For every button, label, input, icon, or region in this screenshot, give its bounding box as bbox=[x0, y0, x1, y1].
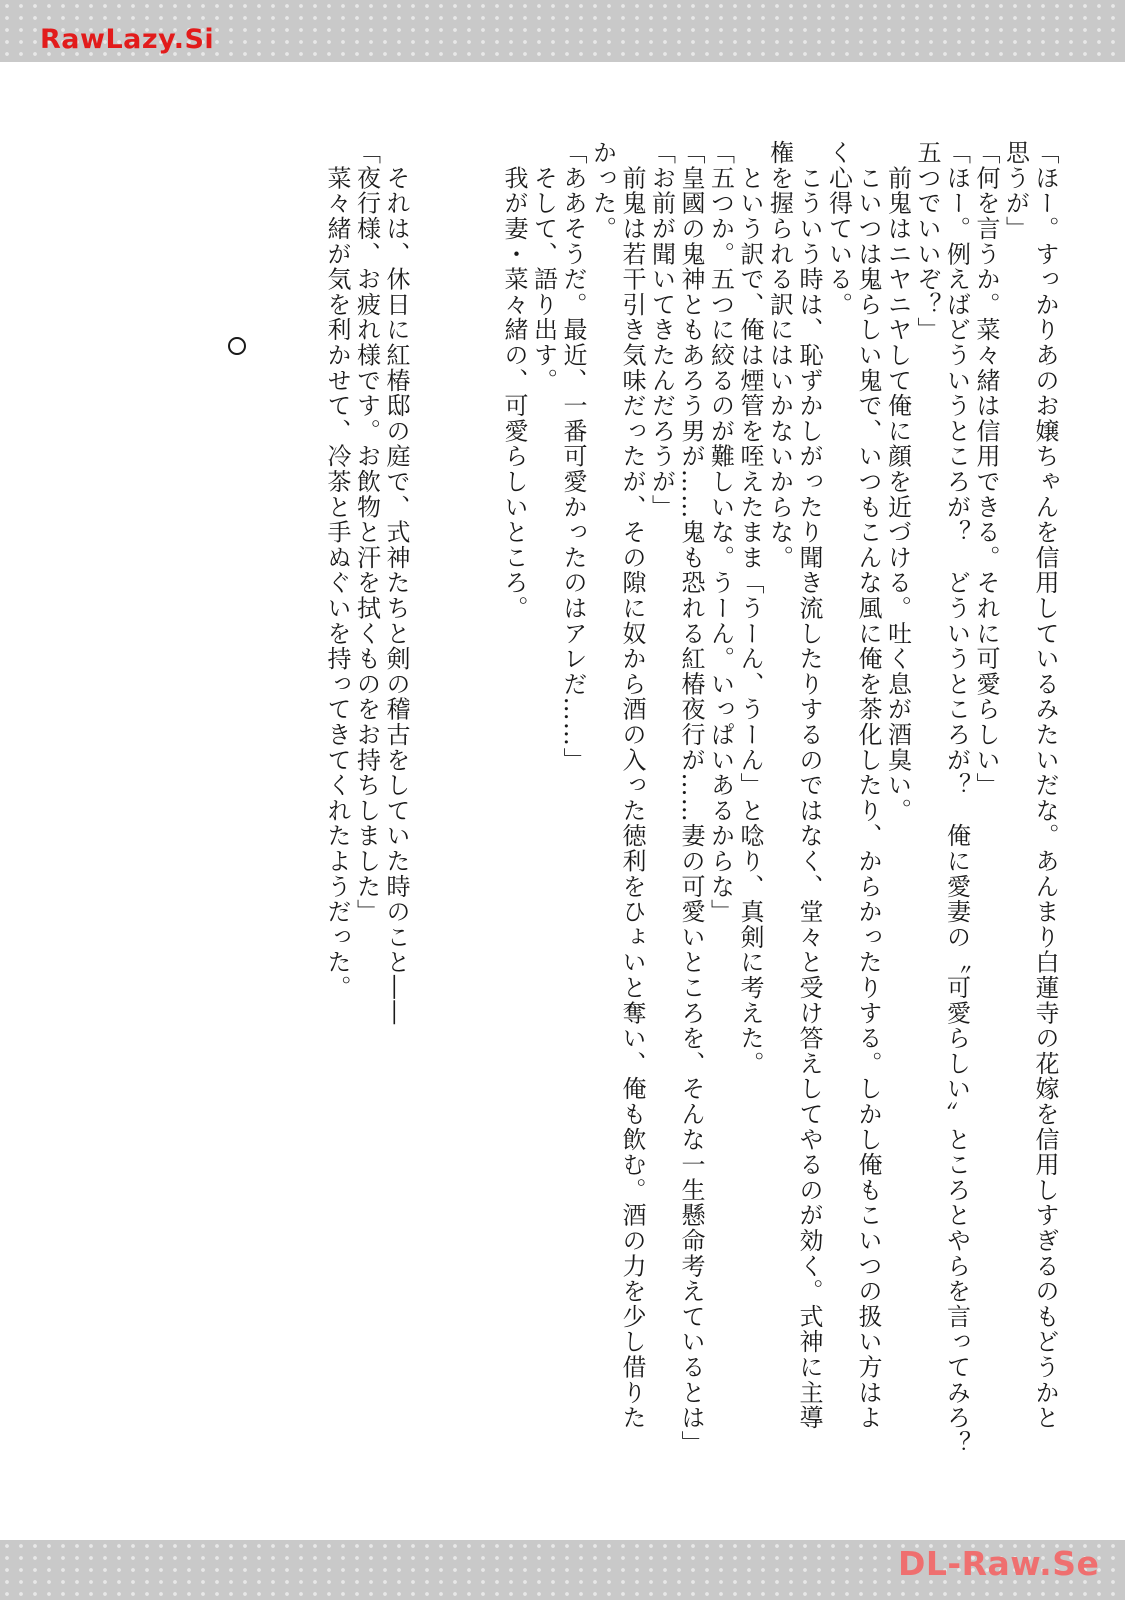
watermark-bottom: DL-Raw.Se bbox=[898, 1544, 1100, 1583]
scene-break-circle bbox=[228, 337, 246, 355]
text-line: こいつは鬼らしい鬼で、いつもこんな風に俺を茶化したり、からかったりする。しかし俺もこいつの扱い方はよ bbox=[854, 140, 882, 1431]
text-line: 「皇國の鬼神ともあろう男が……鬼も恐れる紅椿夜行が……妻の可愛いところを、そんな一生懸命考えているとは」 bbox=[677, 140, 705, 1456]
text-line: 「五つか。五つに絞るのが難しいな。うーん。いっぱいあるからな」 bbox=[706, 140, 735, 925]
text-line: 菜々緒が気を利かせて、冷茶と手ぬぐいを持ってきてくれたようだった。 bbox=[323, 140, 351, 1001]
text-line: 「ああそうだ。最近、一番可愛かったのはアレだ……」 bbox=[559, 140, 587, 773]
text-line: 我が妻・菜々緒の、可愛らしいところ。 bbox=[500, 140, 528, 621]
blank-line bbox=[440, 140, 470, 1490]
text-line: 「お前が聞いてきたんだろうが」 bbox=[647, 140, 676, 520]
text-line: こういう時は、恥ずかしがったり聞き流したりするのではなく、堂々と受け答えしてやるのが効く。式神に主導 bbox=[795, 140, 823, 1431]
watermark-top: RawLazy.Si bbox=[40, 24, 215, 55]
text-line: かった。 bbox=[588, 140, 617, 242]
vertical-text-page bbox=[322, 140, 1060, 1490]
blank-line bbox=[469, 140, 499, 1490]
text-line: という訳で、俺は煙管を咥えたまま「うーん、うーん」と唸り、真剣に考えた。 bbox=[736, 140, 764, 1077]
text-line: 思うが」 bbox=[1001, 140, 1030, 242]
text-line: 前鬼は若干引き気味だったが、その隙に奴から酒の入った徳利をひょいと奪い、俺も飲む。酒の力を少し借りた bbox=[618, 140, 646, 1431]
text-line: く心得ている。 bbox=[824, 140, 853, 318]
text-line: 「夜行様、お疲れ様です。お飲物と汗を拭くものをお持ちしました」 bbox=[352, 140, 381, 925]
text-line: 「何を言うか。菜々緒は信用できる。それに可愛らしい」 bbox=[972, 140, 1000, 798]
text-line: 前鬼はニヤニヤして俺に顔を近づける。吐く息が酒臭い。 bbox=[883, 140, 912, 824]
blank-line bbox=[410, 140, 440, 1490]
text-line: それは、休日に紅椿邸の庭で、式神たちと剣の稽古をしていた時のこと―― bbox=[382, 140, 410, 1026]
text-line: 「ほー。例えばどういうところが？ どういうところが？ 俺に愛妻の〝可愛らしい〟ところとやらを言ってみろ？ bbox=[942, 140, 971, 1456]
text-line: 権を握られる訳にはいかないからな。 bbox=[765, 140, 794, 571]
text-line: 五つでいいぞ？」 bbox=[913, 140, 941, 343]
text-line: そして、語り出す。 bbox=[529, 140, 558, 393]
text-line: 「ほー。すっかりあのお嬢ちゃんを信用しているみたいだな。あんまり白蓮寺の花嫁を信用しすぎるのもどうかと bbox=[1031, 140, 1059, 1431]
